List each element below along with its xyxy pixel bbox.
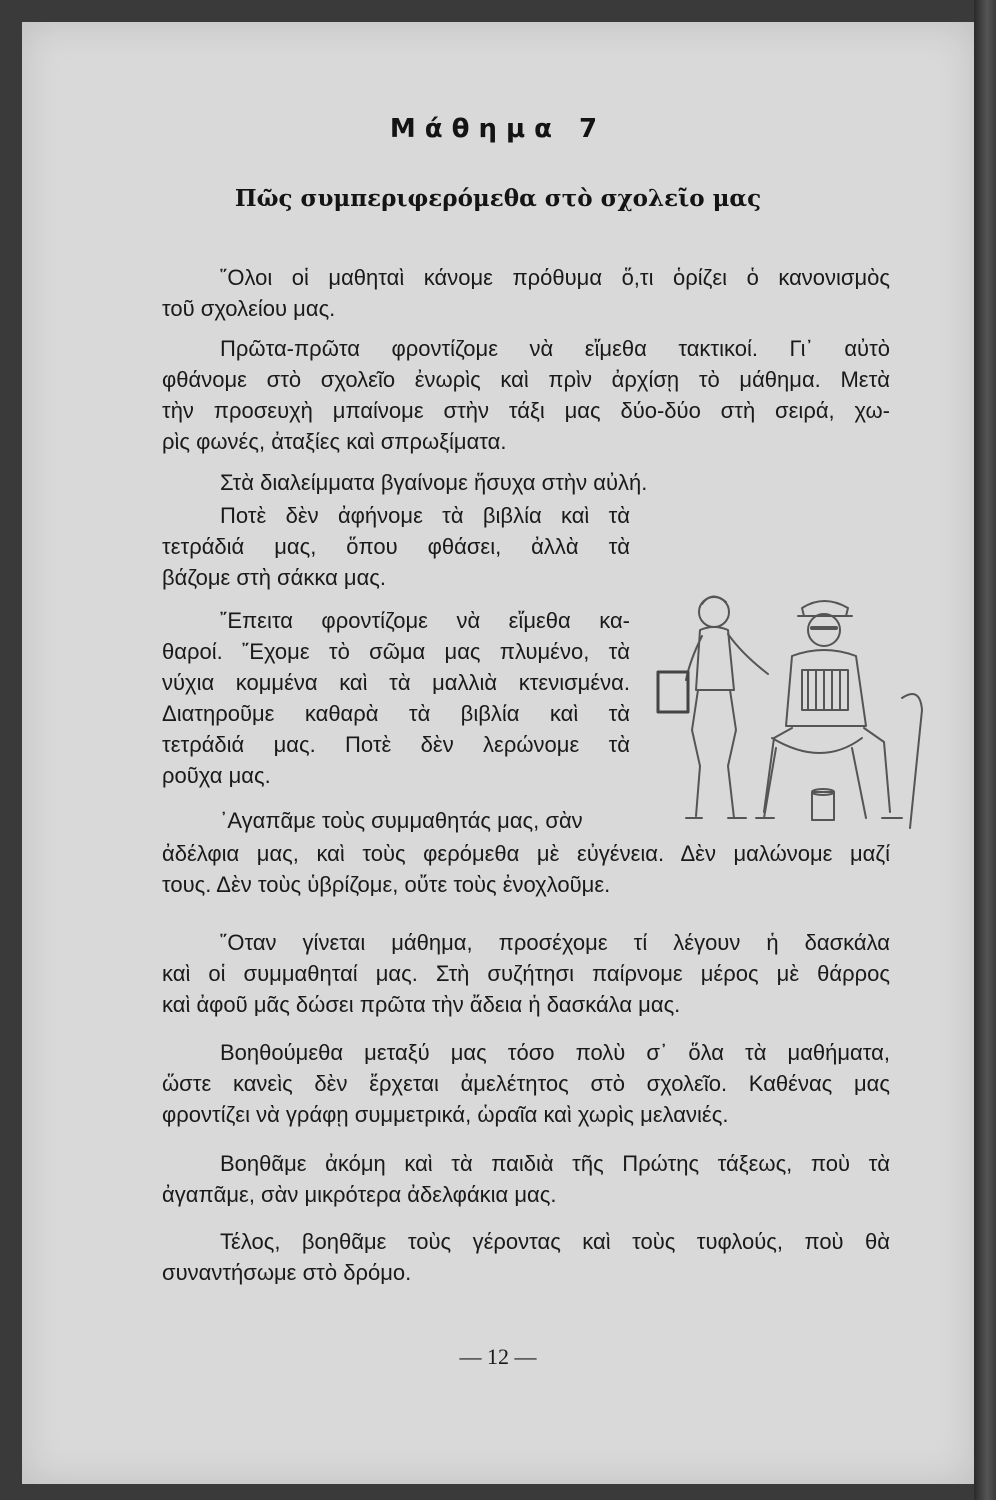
text-line: καὶ οἱ συμμαθηταί μας. Στὴ συζήτησι παίρνομε μέρος μὲ θάρρος xyxy=(162,961,890,986)
text-line: ρὶς φωνές, ἀταξίες καὶ σπρωξίματα. xyxy=(162,429,507,454)
text-line: ῞Οταν γίνεται μάθημα, προσέχομε τί λέγουν ἡ δασκάλα xyxy=(220,930,890,955)
page-number: — 12 — xyxy=(459,1344,537,1369)
paragraph-breaks xyxy=(162,467,890,498)
paragraph-classmates xyxy=(162,838,890,900)
paragraph-rules xyxy=(162,262,890,324)
text-line: Βοηθᾶμε ἀκόμη καὶ τὰ παιδιὰ τῆς Πρώτης τάξεως, ποὺ τὰ xyxy=(220,1151,890,1176)
text-line: τετράδιά μας, ὅπου φθάσει, ἀλλὰ τὰ xyxy=(162,534,630,559)
boy-helping-blind-man-illustration xyxy=(652,578,932,840)
text-line: Τέλος, βοηθᾶμε τοὺς γέροντας καὶ τοὺς τυφλούς, ποὺ θὰ xyxy=(220,1229,890,1254)
text-line: φθάνομε στὸ σχολεῖο ἐνωρὶς καὶ πρὶν ἀρχίσῃ τὸ μάθημα. Μετὰ xyxy=(162,367,890,392)
text-line: Στὰ διαλείμματα βγαίνομε ἥσυχα στὴν αὐλή. xyxy=(220,470,648,495)
text-line: τους. Δὲν τοὺς ὑβρίζομε, οὔτε τοὺς ἐνοχλοῦμε. xyxy=(162,872,611,897)
lesson-subtitle: Πῶς συμπεριφερόμεθα στὸ σχολεῖο μας xyxy=(234,185,762,212)
paragraph-classmates-start xyxy=(162,805,630,836)
paragraph-cleanliness xyxy=(162,605,630,791)
text-line: συναντήσωμε στὸ δρόμο. xyxy=(162,1260,412,1285)
text-line: Ποτὲ δὲν ἀφήνομε τὰ βιβλία καὶ τὰ xyxy=(220,503,630,528)
text-line: Πρῶτα-πρῶτα φροντίζομε νὰ εἴμεθα τακτικοί. Γι᾽ αὐτὸ xyxy=(220,336,890,361)
text-line: ὥστε κανεὶς δὲν ἔρχεται ἀμελέτητος στὸ σχολεῖο. Καθένας μας xyxy=(162,1071,890,1096)
text-line: ῎Επειτα φροντίζομε νὰ εἴμεθα κα- xyxy=(220,608,630,633)
paragraph-punctuality xyxy=(162,333,890,457)
paragraph-elderly xyxy=(162,1226,890,1288)
text-line: ῞Ολοι οἱ μαθηταὶ κάνομε πρόθυμα ὅ,τι ὁρίζει ὁ κανονισμὸς xyxy=(220,265,890,290)
page-edge xyxy=(974,0,996,1500)
text-line: καὶ ἀφοῦ μᾶς δώσει πρῶτα τὴν ἄδεια ἡ δασκάλα μας. xyxy=(162,992,681,1017)
paragraph-lesson xyxy=(162,927,890,1020)
text-line: φροντίζει νὰ γράφῃ συμμετρικά, ὡραῖα καὶ χωρὶς μελανιές. xyxy=(162,1102,729,1127)
text-line: ἀδέλφια μας, καὶ τοὺς φερόμεθα μὲ εὐγένεια. Δὲν μαλώνομε μαζί xyxy=(162,841,890,866)
text-line: τοῦ σχολείου μας. xyxy=(162,296,336,321)
text-line: θαροί. ῎Εχομε τὸ σῶμα μας πλυμένο, τὰ xyxy=(162,639,630,664)
text-line: τετράδιά μας. Ποτὲ δὲν λερώνομε τὰ xyxy=(162,732,630,757)
paragraph-first-grade xyxy=(162,1148,890,1210)
text-line: τὴν προσευχὴ μπαίνομε στὴν τάξι μας δύο-δύο στὴ σειρά, χω- xyxy=(162,398,890,423)
text-line: ᾽Αγαπᾶμε τοὺς συμμαθητάς μας, σὰν xyxy=(220,808,583,833)
text-line: ροῦχα μας. xyxy=(162,763,271,788)
text-line: νύχια κομμένα καὶ τὰ μαλλιὰ κτενισμένα. xyxy=(162,670,630,695)
text-line: ἀγαπᾶμε, σὰν μικρότερα ἀδελφάκια μας. xyxy=(162,1182,557,1207)
text-line: Διατηροῦμε καθαρὰ τὰ βιβλία καὶ τὰ xyxy=(162,701,630,726)
paragraph-books xyxy=(162,500,630,593)
book-page xyxy=(22,22,974,1484)
text-line: Βοηθούμεθα μεταξύ μας τόσο πολὺ σ᾽ ὅλα τὰ μαθήματα, xyxy=(220,1040,890,1065)
text-line: βάζομε στὴ σάκκα μας. xyxy=(162,565,387,590)
lesson-title: Μάθημα 7 xyxy=(389,114,607,144)
paragraph-helping xyxy=(162,1037,890,1130)
